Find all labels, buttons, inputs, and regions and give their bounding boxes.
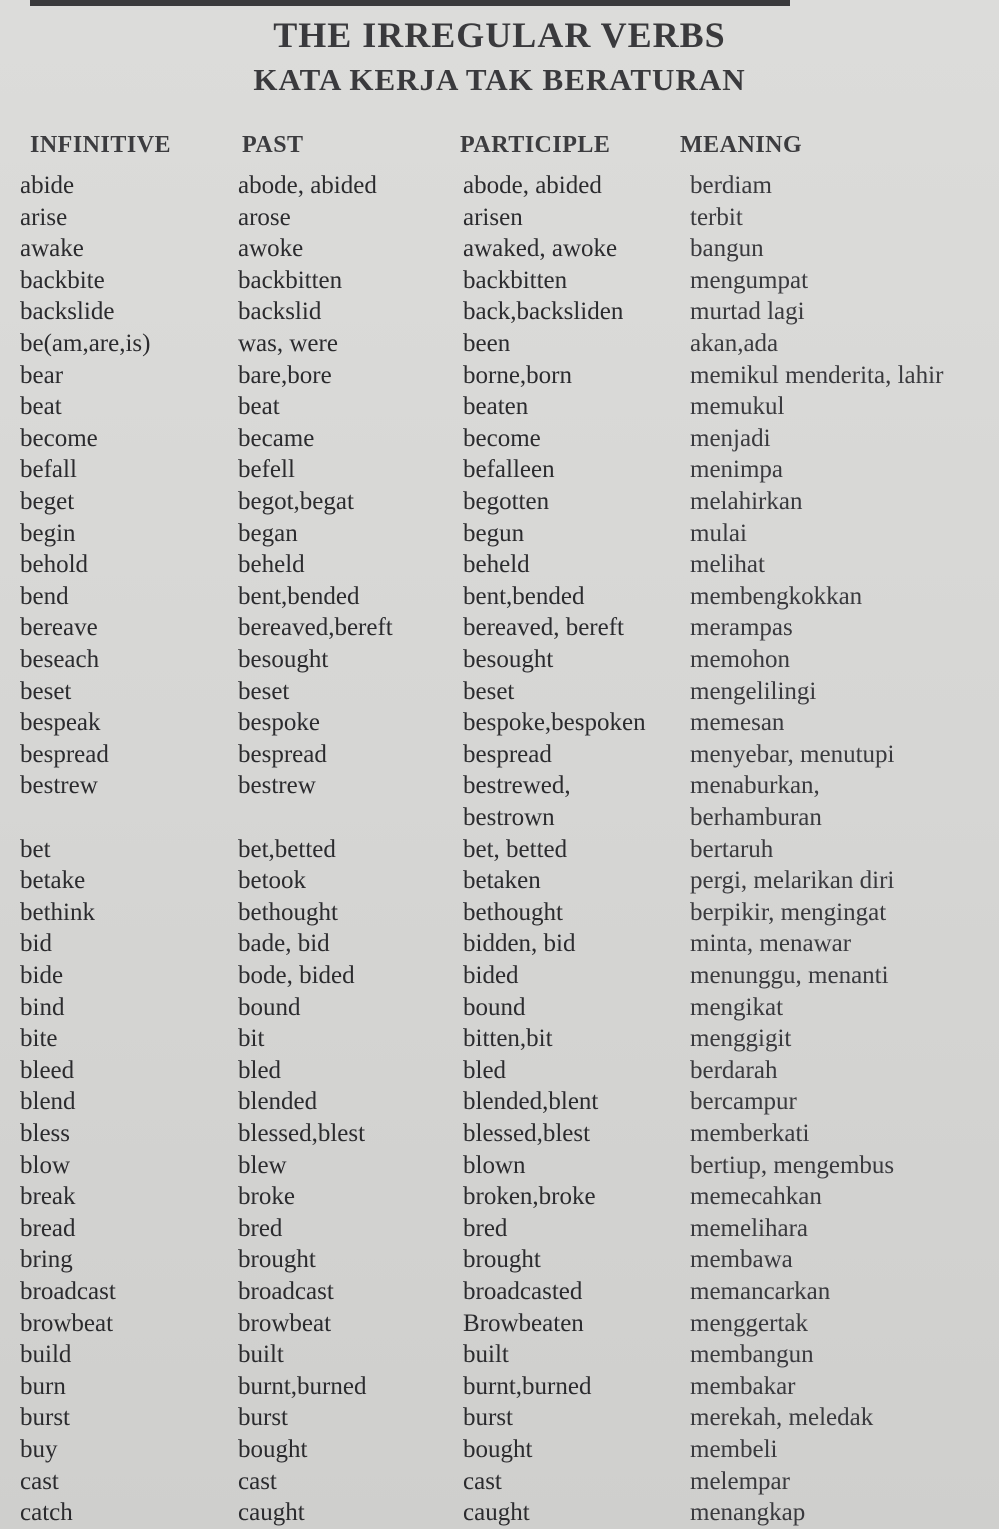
cell-participle: bitten,bit (463, 1025, 553, 1053)
cell-meaning: merekah, meledak (690, 1404, 874, 1432)
cell-infinitive: blow (20, 1151, 70, 1179)
cell-participle: bethought (463, 898, 563, 926)
table-row (0, 265, 999, 296)
cell-past: bestrew (238, 772, 316, 800)
table-row (0, 1086, 999, 1117)
cell-past: broadcast (238, 1278, 334, 1305)
cell-participle: built (463, 1341, 509, 1369)
page-subtitle: KATA KERJA TAK BERATURAN (253, 62, 746, 97)
cell-participle: begun (463, 519, 525, 547)
cell-meaning: membengkokkan (690, 582, 863, 610)
cell-infinitive: bring (20, 1246, 73, 1274)
cell-infinitive: bestrew (20, 772, 98, 800)
cell-meaning: memancarkan (690, 1278, 831, 1305)
cell-infinitive: bet (20, 835, 51, 863)
table-row (0, 770, 999, 801)
cell-participle: burst (463, 1404, 513, 1432)
cell-past: built (238, 1341, 284, 1369)
cell-infinitive: bid (20, 930, 52, 958)
cell-infinitive: bide (20, 962, 64, 989)
cell-past: bespread (238, 740, 327, 768)
cell-past: broke (238, 1183, 295, 1211)
top-rule (30, 0, 790, 6)
table-row (0, 644, 999, 675)
cell-participle: bespread (463, 740, 552, 768)
table-row (0, 202, 999, 233)
cell-participle: betaken (463, 867, 541, 895)
cell-infinitive: backbite (20, 266, 105, 294)
cell-past: bled (238, 1056, 282, 1084)
cell-meaning: melahirkan (690, 488, 803, 515)
cell-infinitive: break (20, 1183, 76, 1211)
cell-meaning: berdarah (690, 1056, 778, 1084)
cell-participle: broadcasted (463, 1278, 583, 1305)
cell-past: bet,betted (238, 835, 336, 863)
table-row (0, 391, 999, 422)
table-row (0, 1339, 999, 1370)
header-past: PAST (242, 132, 304, 158)
cell-participle: befalleen (463, 456, 555, 484)
cell-meaning: memohon (690, 646, 790, 673)
cell-participle: bet, betted (463, 835, 568, 863)
cell-past: awoke (238, 235, 304, 263)
cell-past: bespoke (238, 709, 320, 737)
cell-participle: bled (463, 1056, 507, 1084)
cell-past: bent,bended (238, 582, 360, 610)
cell-participle: abode, abided (463, 172, 602, 199)
cell-infinitive: betake (20, 867, 86, 895)
table-row (0, 581, 999, 612)
cell-meaning: menunggu, menanti (690, 962, 889, 989)
cell-past: begot,begat (238, 488, 354, 515)
cell-past: arose (238, 203, 291, 231)
cell-meaning: memberkati (690, 1120, 810, 1147)
cell-infinitive: broadcast (20, 1278, 116, 1305)
table-row (0, 360, 999, 391)
cell-participle: arisen (463, 203, 523, 231)
cell-past: bereaved,bereft (238, 614, 393, 642)
cell-infinitive: bless (20, 1120, 70, 1147)
cell-past: bound (238, 993, 301, 1021)
cell-past: brought (238, 1246, 316, 1274)
cell-meaning: terbit (690, 203, 743, 231)
table-row (0, 170, 999, 201)
cell-participle: awaked, awoke (463, 235, 618, 263)
cell-infinitive: befall (20, 456, 77, 484)
cell-infinitive: behold (20, 551, 89, 579)
table-row (0, 1276, 999, 1307)
cell-past: burst (238, 1404, 288, 1432)
cell-meaning: pergi, melarikan diri (690, 867, 895, 895)
cell-infinitive: blend (20, 1088, 76, 1116)
cell-participle: bestrown (463, 804, 555, 831)
table-row (0, 1402, 999, 1433)
cell-infinitive: abide (20, 172, 75, 199)
cell-meaning: mengumpat (690, 266, 809, 294)
cell-meaning: membeli (690, 1436, 778, 1463)
table-row (0, 296, 999, 327)
cell-participle: borne,born (463, 361, 572, 389)
cell-infinitive: bend (20, 582, 69, 610)
header-participle: PARTICIPLE (460, 132, 611, 158)
cell-meaning: menimpa (690, 456, 784, 484)
cell-participle: bought (463, 1436, 533, 1463)
cell-infinitive: buy (20, 1436, 58, 1463)
cell-meaning: membakar (690, 1372, 796, 1400)
cell-participle: broken,broke (463, 1183, 596, 1211)
cell-past: befell (238, 456, 295, 484)
cell-past: caught (238, 1499, 305, 1527)
cell-meaning: membangun (690, 1341, 814, 1369)
cell-meaning: menggigit (690, 1025, 792, 1053)
table-row (0, 423, 999, 454)
cell-meaning: berhamburan (690, 804, 822, 831)
cell-past: blended (238, 1088, 318, 1116)
cell-past: abode, abided (238, 172, 377, 199)
cell-participle: bound (463, 993, 526, 1021)
cell-participle: bred (463, 1214, 508, 1242)
table-row (0, 1497, 999, 1528)
table-row (0, 707, 999, 738)
cell-past: bred (238, 1214, 283, 1242)
cell-infinitive: build (20, 1341, 72, 1369)
cell-past: cast (238, 1467, 277, 1495)
cell-past: backslid (238, 298, 322, 326)
cell-participle: bestrewed, (463, 772, 571, 800)
cell-past: bode, bided (238, 962, 355, 989)
verb-table (0, 170, 999, 1529)
cell-participle: been (463, 330, 511, 357)
cell-meaning: membawa (690, 1246, 793, 1274)
cell-meaning: memesan (690, 709, 785, 737)
cell-meaning: minta, menawar (690, 930, 852, 958)
cell-participle: bided (463, 962, 519, 989)
cell-meaning: bertiup, mengembus (690, 1151, 895, 1179)
cell-meaning: menangkap (690, 1499, 806, 1527)
page-title: THE IRREGULAR VERBS (273, 15, 726, 55)
cell-infinitive: become (20, 424, 98, 452)
cell-meaning: bangun (690, 235, 764, 263)
cell-meaning: memukul (690, 393, 785, 421)
cell-infinitive: beat (20, 393, 62, 421)
cell-infinitive: bread (20, 1214, 76, 1242)
table-row (0, 233, 999, 264)
cell-participle: become (463, 424, 541, 452)
cell-past: besought (238, 646, 329, 673)
cell-infinitive: beget (20, 488, 75, 515)
table-row (0, 1181, 999, 1212)
cell-participle: begotten (463, 488, 550, 515)
cell-participle: bereaved, bereft (463, 614, 624, 642)
table-row (0, 992, 999, 1023)
cell-infinitive: browbeat (20, 1309, 114, 1337)
table-row (0, 865, 999, 896)
cell-infinitive: bespeak (20, 709, 101, 737)
table-row (0, 960, 999, 991)
cell-participle: beheld (463, 551, 530, 579)
table-row (0, 1244, 999, 1275)
cell-meaning: memecahkan (690, 1183, 822, 1211)
cell-participle: blown (463, 1151, 526, 1179)
table-row (0, 1150, 999, 1181)
table-row (0, 1118, 999, 1149)
cell-infinitive: cast (20, 1467, 59, 1495)
cell-participle: bent,bended (463, 582, 585, 610)
cell-meaning: berpikir, mengingat (690, 898, 887, 926)
cell-past: browbeat (238, 1309, 332, 1337)
cell-meaning: memikul menderita, lahir (690, 361, 944, 389)
cell-infinitive: bear (20, 361, 64, 389)
cell-meaning: berdiam (690, 172, 772, 199)
cell-past: blessed,blest (238, 1120, 366, 1147)
cell-infinitive: begin (20, 519, 76, 547)
cell-infinitive: beset (20, 677, 72, 705)
cell-infinitive: bite (20, 1025, 58, 1053)
table-row (0, 1213, 999, 1244)
cell-meaning: akan,ada (690, 330, 779, 357)
table-row (0, 1371, 999, 1402)
cell-infinitive: backslide (20, 298, 115, 326)
table-row (0, 739, 999, 770)
table-row (0, 1023, 999, 1054)
cell-meaning: murtad lagi (690, 298, 805, 326)
cell-participle: backbitten (463, 266, 568, 294)
cell-past: bethought (238, 898, 338, 926)
cell-meaning: mulai (690, 519, 747, 547)
cell-participle: burnt,burned (463, 1372, 592, 1400)
table-row (0, 549, 999, 580)
cell-past: betook (238, 867, 307, 895)
cell-past: beheld (238, 551, 305, 579)
cell-meaning: bertaruh (690, 835, 774, 863)
cell-participle: beset (463, 677, 515, 705)
cell-infinitive: arise (20, 203, 68, 231)
cell-participle: bidden, bid (463, 930, 576, 958)
table-row (0, 518, 999, 549)
cell-participle: Browbeaten (463, 1309, 584, 1337)
cell-infinitive: be(am,are,is) (20, 330, 151, 357)
table-row (0, 328, 999, 359)
cell-participle: beaten (463, 393, 529, 421)
cell-past: burnt,burned (238, 1372, 367, 1400)
cell-participle: cast (463, 1467, 502, 1495)
header-infinitive: INFINITIVE (30, 132, 172, 158)
cell-infinitive: awake (20, 235, 84, 263)
cell-meaning: melihat (690, 551, 765, 579)
cell-participle: bespoke,bespoken (463, 709, 646, 737)
table-row (0, 802, 999, 833)
table-row (0, 1466, 999, 1497)
table-header (0, 132, 999, 164)
cell-participle: blessed,blest (463, 1120, 591, 1147)
cell-participle: back,backsliden (463, 298, 624, 326)
table-row (0, 1434, 999, 1465)
cell-meaning: mengelilingi (690, 677, 817, 705)
cell-infinitive: bereave (20, 614, 98, 642)
table-row (0, 928, 999, 959)
cell-participle: brought (463, 1246, 541, 1274)
cell-meaning: menjadi (690, 424, 771, 452)
cell-past: beat (238, 393, 280, 421)
cell-past: bare,bore (238, 361, 332, 389)
cell-meaning: menggertak (690, 1309, 809, 1337)
cell-past: blew (238, 1151, 287, 1179)
cell-infinitive: burn (20, 1372, 66, 1400)
table-row (0, 486, 999, 517)
table-row (0, 1308, 999, 1339)
cell-participle: besought (463, 646, 554, 673)
cell-past: bought (238, 1436, 308, 1463)
cell-meaning: menyebar, menutupi (690, 740, 895, 768)
cell-participle: blended,blent (463, 1088, 599, 1116)
cell-infinitive: bind (20, 993, 65, 1021)
cell-infinitive: catch (20, 1499, 73, 1527)
header-meaning: MEANING (680, 132, 803, 158)
cell-past: bade, bid (238, 930, 330, 958)
table-row (0, 897, 999, 928)
cell-infinitive: bespread (20, 740, 109, 768)
table-row (0, 834, 999, 865)
table-row (0, 1055, 999, 1086)
cell-meaning: memelihara (690, 1214, 808, 1242)
table-row (0, 454, 999, 485)
cell-meaning: mengikat (690, 993, 784, 1021)
cell-infinitive: bleed (20, 1056, 75, 1084)
cell-infinitive: burst (20, 1404, 70, 1432)
cell-participle: caught (463, 1499, 530, 1527)
table-row (0, 676, 999, 707)
cell-meaning: bercampur (690, 1088, 797, 1116)
cell-past: began (238, 519, 298, 547)
cell-meaning: merampas (690, 614, 793, 642)
table-row (0, 612, 999, 643)
cell-past: was, were (238, 330, 338, 357)
cell-past: beset (238, 677, 290, 705)
cell-meaning: menaburkan, (690, 772, 820, 800)
cell-infinitive: beseach (20, 646, 100, 673)
cell-past: bit (238, 1025, 265, 1053)
cell-past: backbitten (238, 266, 343, 294)
cell-infinitive: bethink (20, 898, 95, 926)
cell-past: became (238, 424, 315, 452)
cell-meaning: melempar (690, 1467, 790, 1495)
